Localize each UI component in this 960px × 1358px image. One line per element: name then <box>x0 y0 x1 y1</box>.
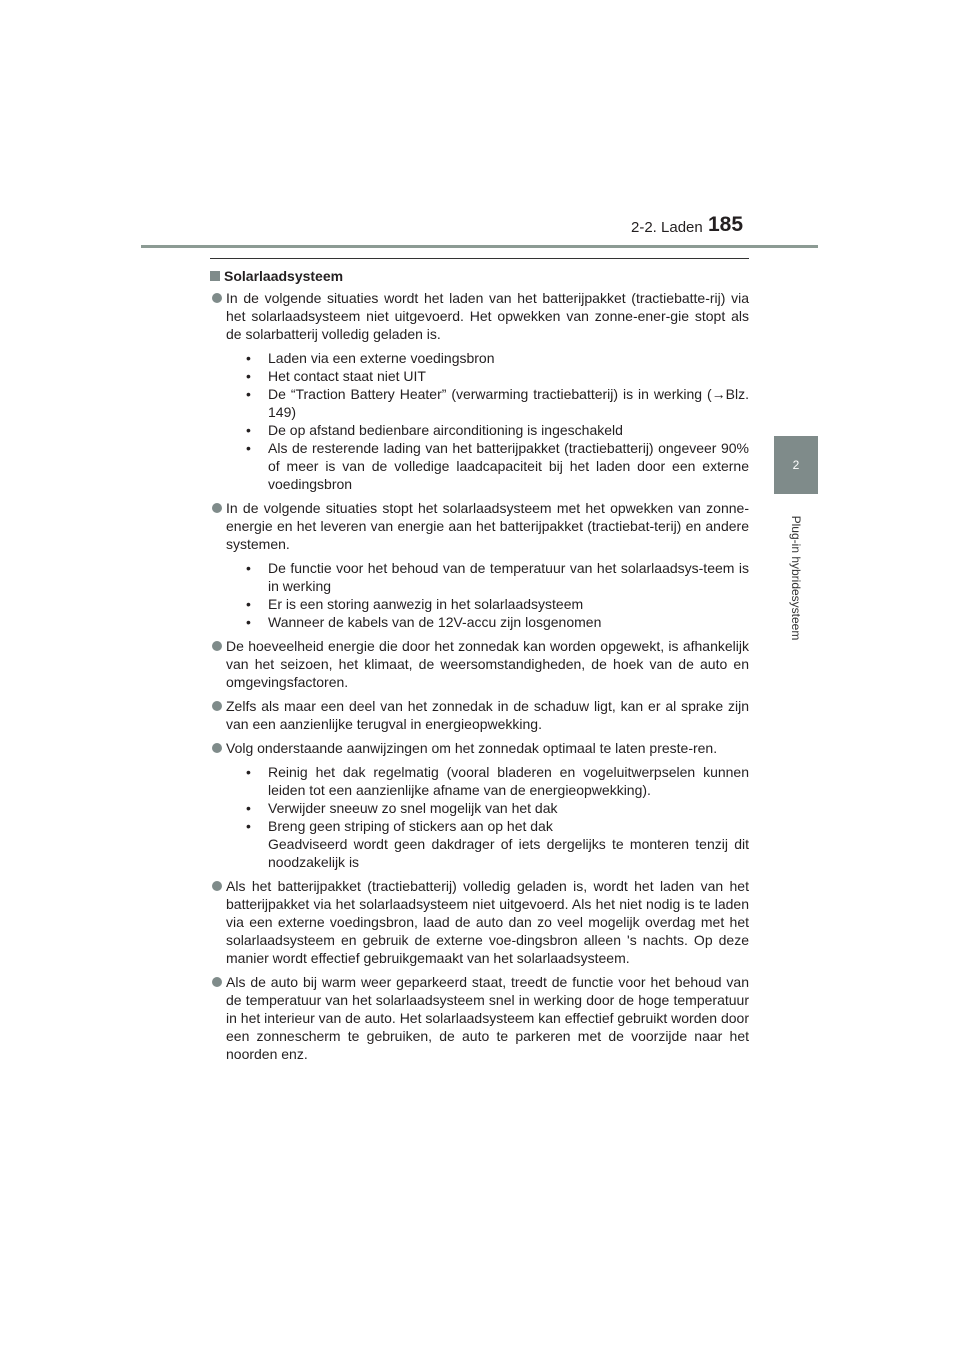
sub-list-item <box>226 439 749 493</box>
sub-list-item-text: Als de resterende lading van het batterijpakket (tractiebatterij) ongeveer 90% of meer is van de volledige laadcapaciteit bij het laden door een externe voedingsbron <box>268 440 749 492</box>
bullet-icon: • <box>246 440 251 456</box>
sub-list-item <box>226 817 749 871</box>
sub-list-item <box>226 421 749 439</box>
list-item-text: Als de auto bij warm weer geparkeerd staat, treedt de functie voor het behoud van de temperatuur van het solarlaadsysteem snel in werking door de hoge temperatuur in het interieur van de auto. Het solarlaadsysteem kan effectief gebruikt worden door een zonnescherm te gebruiken, de auto te parkeren met de voorzijde naar het noorden enz. <box>226 974 749 1062</box>
sub-list-item <box>226 763 749 799</box>
sub-list-item-text: De functie voor het behoud van de temperatuur van het solarlaadsys-teem is in werking <box>268 560 749 594</box>
bullet-icon: • <box>246 368 251 384</box>
list-item <box>210 637 749 691</box>
list-item <box>210 739 749 871</box>
sub-list <box>226 559 749 631</box>
sub-list-item <box>226 367 749 385</box>
bullet-icon: • <box>246 818 251 834</box>
sub-list-item-text: Verwijder sneeuw zo snel mogelijk van het dak <box>268 800 558 816</box>
list-item <box>210 877 749 967</box>
bullet-icon: • <box>246 800 251 816</box>
sub-list <box>226 763 749 871</box>
circle-bullet-icon <box>212 503 222 513</box>
circle-bullet-icon <box>212 701 222 711</box>
list-item-text: In de volgende situaties stopt het solarlaadsysteem met het opwekken van zonne-energie en het leveren van energie aan het batterijpakket (tractiebat-terij) en andere systemen. <box>226 500 749 552</box>
bullet-icon: • <box>246 614 251 630</box>
page-number: 185 <box>708 213 744 236</box>
bullet-icon: • <box>246 422 251 438</box>
list-item-text: De hoeveelheid energie die door het zonnedak kan worden opgewekt, is afhankelijk van het seizoen, het klimaat, de weersomstandigheden, de hoek van de auto en omgevingsfactoren. <box>226 638 749 690</box>
sub-list-item-text: Het contact staat niet UIT <box>268 368 426 384</box>
sub-list-item <box>226 799 749 817</box>
list-item-text: In de volgende situaties wordt het laden van het batterijpakket (tractiebatte-rij) via het solarlaadsysteem niet uitgevoerd. Het opwekken van zonne-ener-gie stopt als de solarbatterij volledig geladen is. <box>226 290 749 342</box>
sub-list-item <box>226 385 749 421</box>
sub-list-item-text: Er is een storing aanwezig in het solarlaadsysteem <box>268 596 584 612</box>
sub-list-item-text: Reinig het dak regelmatig (vooral bladeren en vogeluitwerpselen kunnen leiden tot een aanzienlijke afname van de energieopwekking). <box>268 764 749 798</box>
sub-list-item-text: De op afstand bedienbare airconditioning is ingeschakeld <box>268 422 623 438</box>
circle-bullet-icon <box>212 641 222 651</box>
list-item-text: Zelfs als maar een deel van het zonnedak in de schaduw ligt, kan er al sprake zijn van een aanzienlijke terugval in energieopwekking. <box>226 698 749 732</box>
circle-bullet-icon <box>212 881 222 891</box>
list-item-text: Volg onderstaande aanwijzingen om het zonnedak optimaal te laten preste-ren. <box>226 740 718 756</box>
list-item <box>210 973 749 1063</box>
chapter-tab-label-text: Plug-in hybridesysteem <box>789 515 803 640</box>
sub-list-item-text: Breng geen striping of stickers aan op het dak Geadviseerd wordt geen dakdrager of iets dergelijks te monteren tenzij dit noodzakelijk is <box>268 818 749 870</box>
sub-list-item-text: Laden via een externe voedingsbron <box>268 350 495 366</box>
chapter-title: 2-2. Laden <box>631 219 703 236</box>
section-title: Solarlaadsysteem <box>224 268 344 284</box>
chapter-tab-number: 2 <box>774 436 818 494</box>
circle-bullet-icon <box>212 293 222 303</box>
item-list <box>210 289 749 1063</box>
header-rule <box>141 245 818 248</box>
circle-bullet-icon <box>212 977 222 987</box>
sub-list-item-text: Wanneer de kabels van de 12V-accu zijn losgenomen <box>268 614 602 630</box>
sub-list <box>226 349 749 493</box>
bullet-icon: • <box>246 350 251 366</box>
bullet-icon: • <box>246 596 251 612</box>
list-item-text: Als het batterijpakket (tractiebatterij) volledig geladen is, wordt het laden van het batterijpakket via het solarlaadsysteem niet uitgevoerd. Als het niet nodig is te laden via een externe voedingsbron, laad de auto dan zo veel mogelijk overdag met het solarlaadsysteem en gebruik de externe voe-dingsbron alleen 's nachts. Op deze manier wordt effectief gebruikgemaakt van het solarlaadsysteem. <box>226 878 749 966</box>
sub-list-item <box>226 613 749 631</box>
sub-list-item-text: De “Traction Battery Heater” (verwarming tractiebatterij) is in werking (→Blz. 149) <box>268 386 749 420</box>
bullet-icon: • <box>246 386 251 402</box>
chapter-tab-label <box>768 500 824 655</box>
sub-list-item <box>226 349 749 367</box>
list-item <box>210 499 749 631</box>
bullet-icon: • <box>246 560 251 576</box>
square-bullet-icon <box>210 271 220 281</box>
main-content <box>210 258 749 1063</box>
sub-list-item <box>226 595 749 613</box>
bullet-icon: • <box>246 764 251 780</box>
list-item <box>210 289 749 493</box>
circle-bullet-icon <box>212 743 222 753</box>
list-item <box>210 697 749 733</box>
page-header <box>0 0 960 250</box>
sub-list-item <box>226 559 749 595</box>
section-heading <box>210 267 749 285</box>
